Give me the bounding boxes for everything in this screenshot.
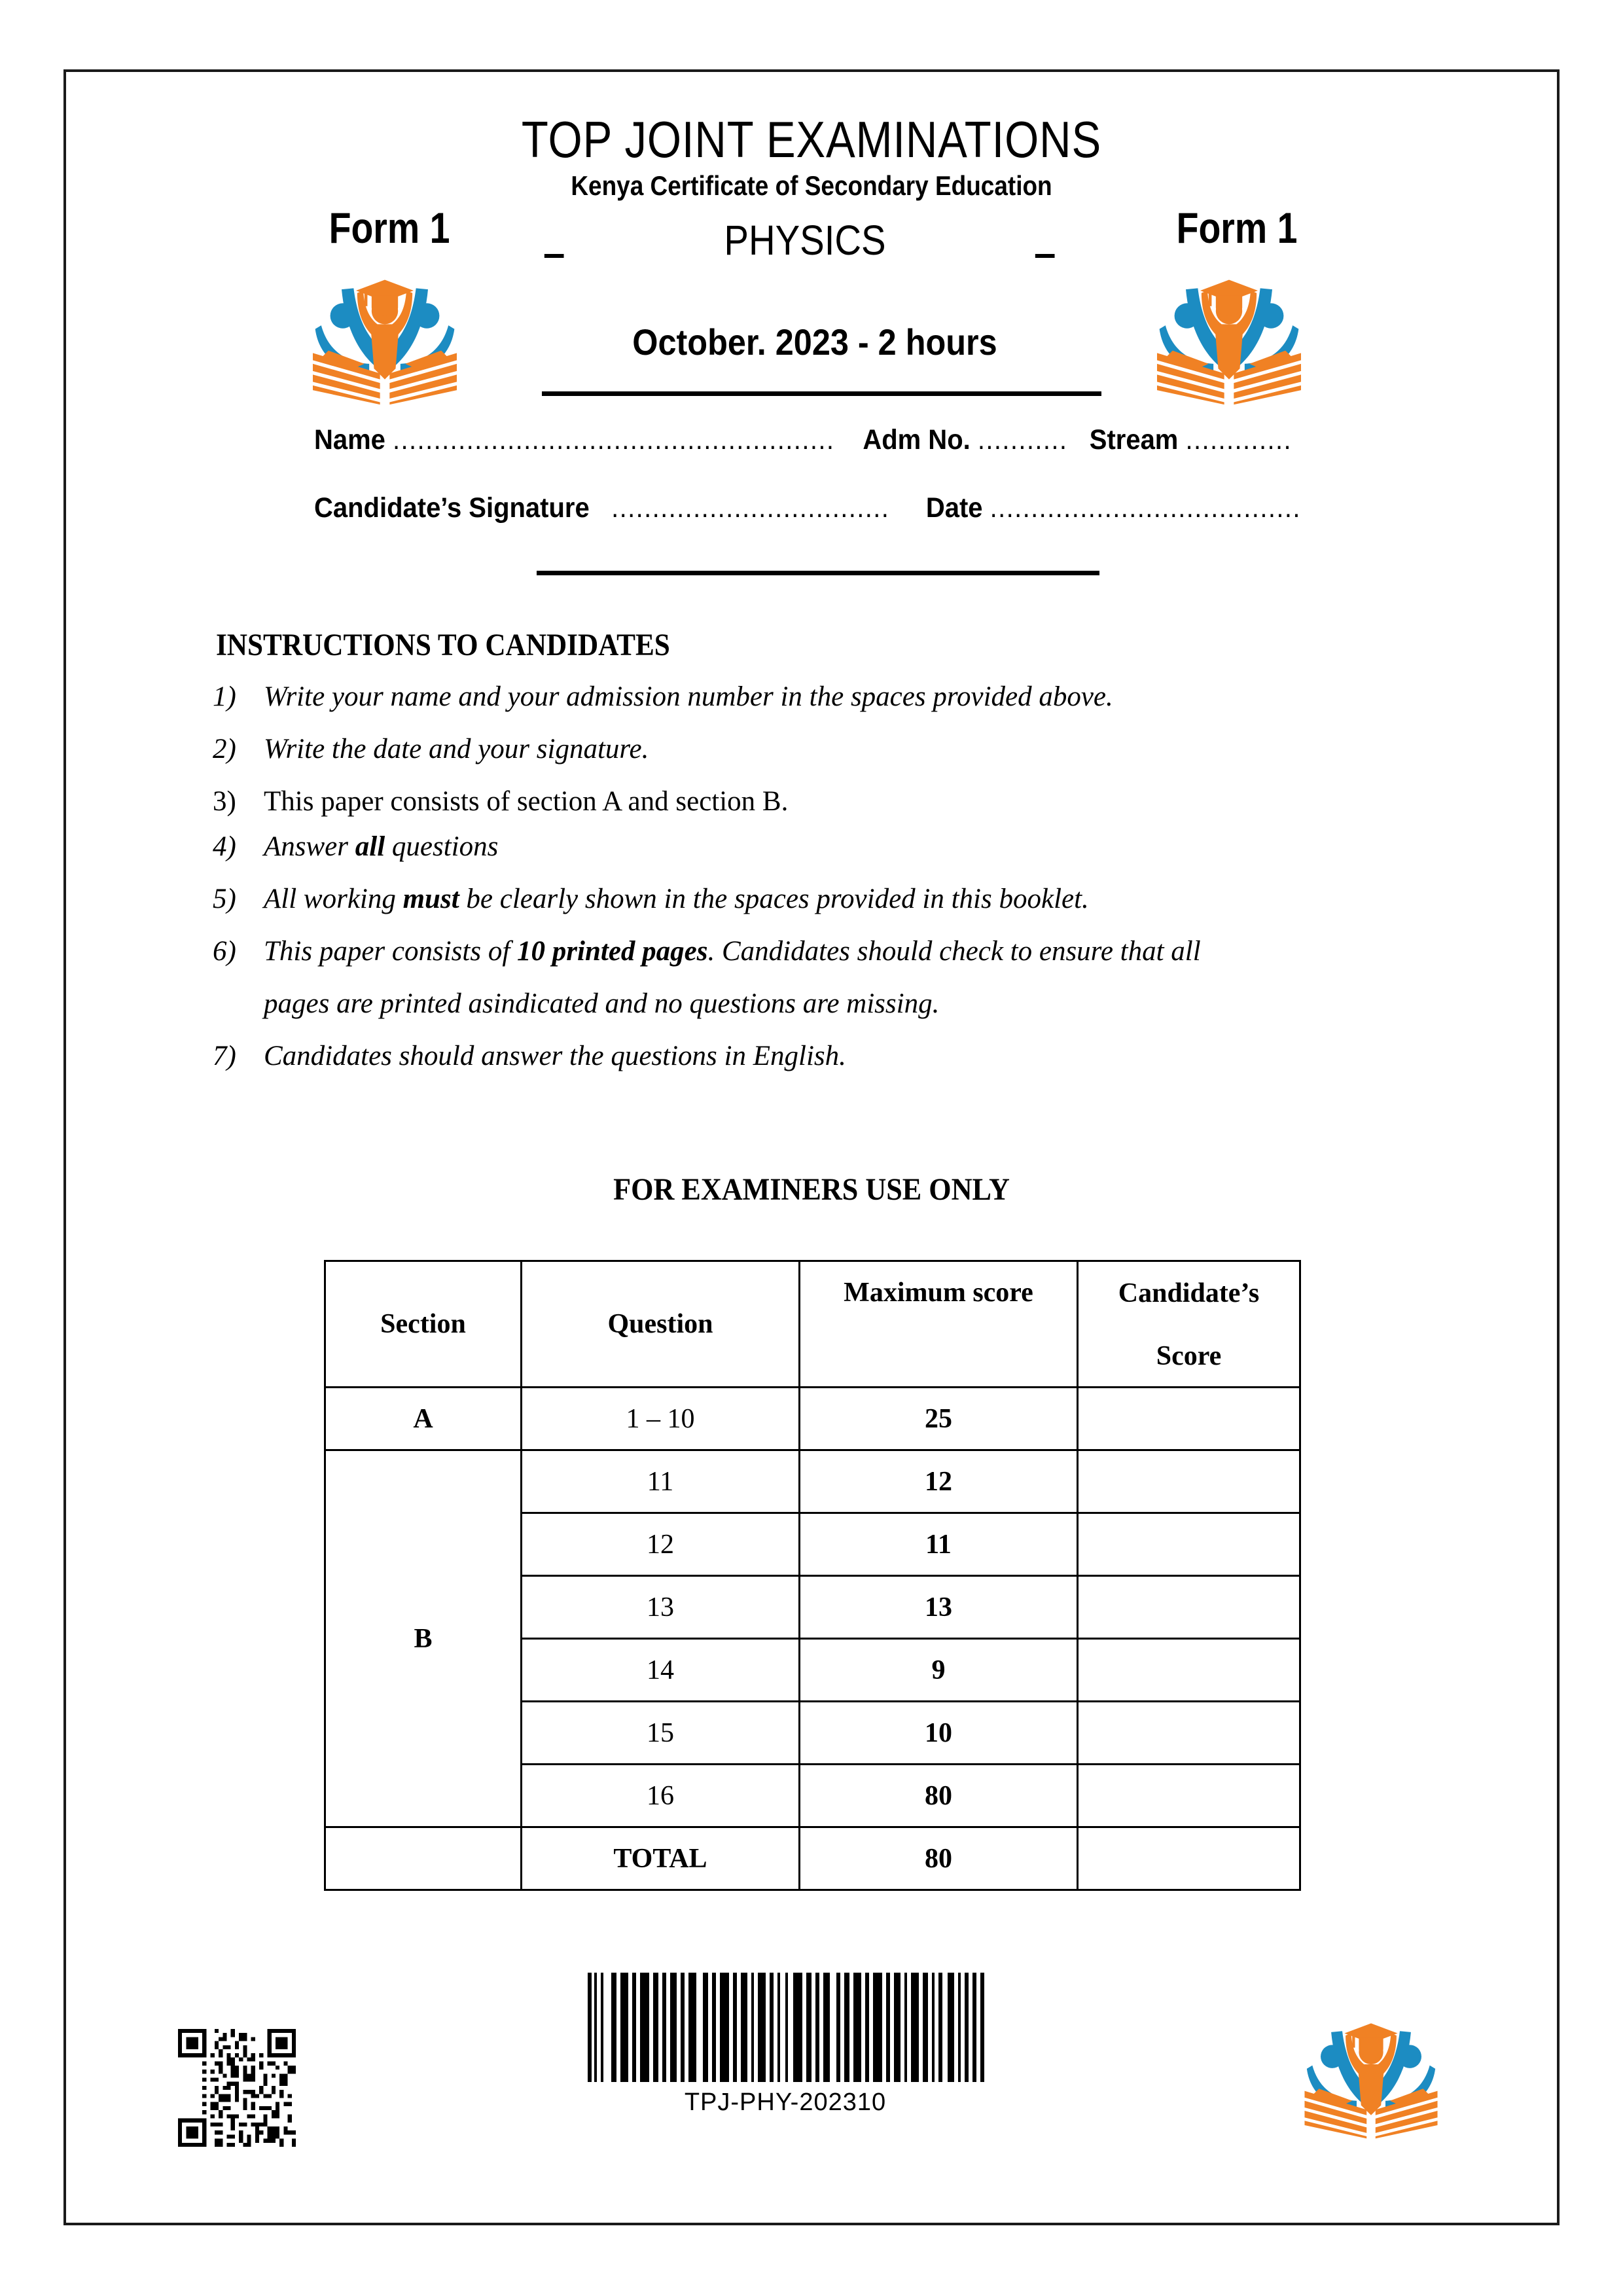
candidate-identity-row — [314, 424, 1292, 456]
column-header-section-label: Section — [380, 1309, 466, 1339]
list-item — [213, 679, 1456, 715]
cell-question: 15 — [522, 1702, 800, 1765]
institution-logo-icon — [306, 262, 463, 406]
item5-pre: All working — [264, 883, 403, 914]
list-item — [213, 1039, 1456, 1074]
column-header-maximum-score — [800, 1261, 1078, 1388]
item4-pre: Answer — [264, 831, 355, 862]
date-input[interactable]: ...................................... — [990, 492, 1301, 524]
exam-subtitle: Kenya Certificate of Secondary Education — [571, 170, 1052, 201]
cell-candidate-score[interactable] — [1078, 1450, 1300, 1513]
adm-no-label: Adm No. — [863, 424, 971, 456]
column-header-candidates-label: Candidate’s — [1118, 1278, 1260, 1308]
cell-candidate-score[interactable] — [1078, 1388, 1300, 1450]
cell-question: 11 — [522, 1450, 800, 1513]
item6-post: . Candidates should check to ensure that all — [707, 935, 1201, 967]
item6-emphasis: 10 printed pages — [517, 935, 708, 967]
divider-top — [542, 391, 1101, 396]
cell-candidate-score[interactable] — [1078, 1702, 1300, 1765]
dash-separator-left: – — [543, 231, 565, 275]
list-item — [213, 784, 1456, 819]
page-title: TOP JOINT EXAMINATIONS — [521, 111, 1102, 168]
cell-max-score: 12 — [800, 1450, 1078, 1513]
list-item-label: This paper consists of section A and section B. — [264, 786, 789, 817]
column-header-section — [325, 1261, 522, 1388]
cell-section — [325, 1827, 522, 1890]
list-item-label — [264, 829, 1456, 865]
list-item-label: Candidates should answer the questions in English. — [264, 1041, 846, 1072]
form-level-right: Form 1 — [1176, 204, 1298, 252]
instructions-heading: INSTRUCTIONS TO CANDIDATES — [216, 628, 670, 662]
cell-total-max: 80 — [800, 1827, 1078, 1890]
cell-candidate-score[interactable] — [1078, 1765, 1300, 1827]
list-item-number: 6) — [213, 935, 236, 967]
list-item-number: 5) — [213, 883, 236, 914]
cell-max-score: 10 — [800, 1702, 1078, 1765]
cell-total-candidate-score[interactable] — [1078, 1827, 1300, 1890]
column-header-candidate-score — [1078, 1261, 1300, 1388]
cell-max-score: 25 — [800, 1388, 1078, 1450]
table-row — [325, 1450, 1300, 1513]
form-level-left: Form 1 — [329, 204, 450, 252]
column-header-maximum-score-label: Maximum score — [844, 1278, 1033, 1308]
signature-label: Candidate’s Signature — [314, 492, 590, 524]
barcode-value: TPJ-PHY-202310 — [684, 2089, 887, 2116]
subject-title: PHYSICS — [724, 217, 886, 264]
table-header-row — [325, 1261, 1300, 1388]
signature-input[interactable]: .................................. — [611, 492, 890, 524]
divider-bottom — [537, 571, 1099, 575]
cell-max-score: 11 — [800, 1513, 1078, 1576]
adm-no-input[interactable]: ........... — [977, 424, 1068, 456]
list-item — [213, 882, 1456, 917]
score-table — [324, 1260, 1301, 1891]
name-input[interactable]: ...................................................... — [393, 424, 835, 456]
cell-question: 1 – 10 — [522, 1388, 800, 1450]
list-item-label: Write the date and your signature. — [264, 734, 649, 765]
list-item-number: 2) — [213, 734, 236, 765]
dash-separator-right: – — [1034, 231, 1056, 275]
cell-total-label: TOTAL — [522, 1827, 800, 1890]
cell-question: 16 — [522, 1765, 800, 1827]
institution-logo-icon — [1150, 262, 1308, 406]
list-item-number: 3) — [213, 786, 236, 817]
list-item-number: 4) — [213, 831, 236, 862]
examiners-heading: FOR EXAMINERS USE ONLY — [613, 1172, 1010, 1207]
list-item-label — [264, 882, 1456, 917]
item6-pre: This paper consists of — [264, 935, 518, 967]
list-item-number: 1) — [213, 681, 236, 712]
column-header-score-label: Score — [1156, 1341, 1222, 1371]
instructions-list — [213, 679, 1456, 1091]
cell-candidate-score[interactable] — [1078, 1576, 1300, 1639]
list-item — [213, 934, 1456, 1022]
item5-emphasis: must — [402, 883, 459, 914]
item5-post: be clearly shown in the spaces provided in this booklet. — [459, 883, 1089, 914]
cell-question: 14 — [522, 1639, 800, 1702]
barcode-block — [582, 1970, 988, 2117]
cell-max-score: 13 — [800, 1576, 1078, 1639]
stream-input[interactable]: ............. — [1185, 424, 1293, 456]
cell-max-score: 9 — [800, 1639, 1078, 1702]
cell-section: A — [325, 1388, 522, 1450]
cell-question: 13 — [522, 1576, 800, 1639]
stream-label: Stream — [1089, 424, 1179, 456]
list-item — [213, 829, 1456, 865]
table-row-total — [325, 1827, 1300, 1890]
cell-section: B — [325, 1450, 522, 1827]
list-item-label — [264, 934, 1456, 1022]
cell-question: 12 — [522, 1513, 800, 1576]
date-label: Date — [925, 492, 983, 524]
qr-code-icon — [178, 2029, 296, 2147]
institution-logo-icon — [1299, 2006, 1443, 2140]
item4-emphasis: all — [355, 831, 385, 862]
candidate-signature-row — [314, 492, 1301, 524]
item4-post: questions — [385, 831, 499, 862]
table-row — [325, 1388, 1300, 1450]
barcode-icon — [582, 1970, 988, 2085]
exam-session: October. 2023 - 2 hours — [632, 321, 997, 363]
cell-max-score: 80 — [800, 1765, 1078, 1827]
name-label: Name — [314, 424, 385, 456]
item6-continuation: pages are printed asindicated and no questions are missing. — [264, 988, 940, 1020]
list-item-number: 7) — [213, 1041, 236, 1072]
cell-candidate-score[interactable] — [1078, 1639, 1300, 1702]
list-item — [213, 732, 1456, 767]
column-header-question-label: Question — [607, 1309, 713, 1339]
cell-candidate-score[interactable] — [1078, 1513, 1300, 1576]
column-header-question — [522, 1261, 800, 1388]
list-item-label: Write your name and your admission number in the spaces provided above. — [264, 681, 1113, 712]
